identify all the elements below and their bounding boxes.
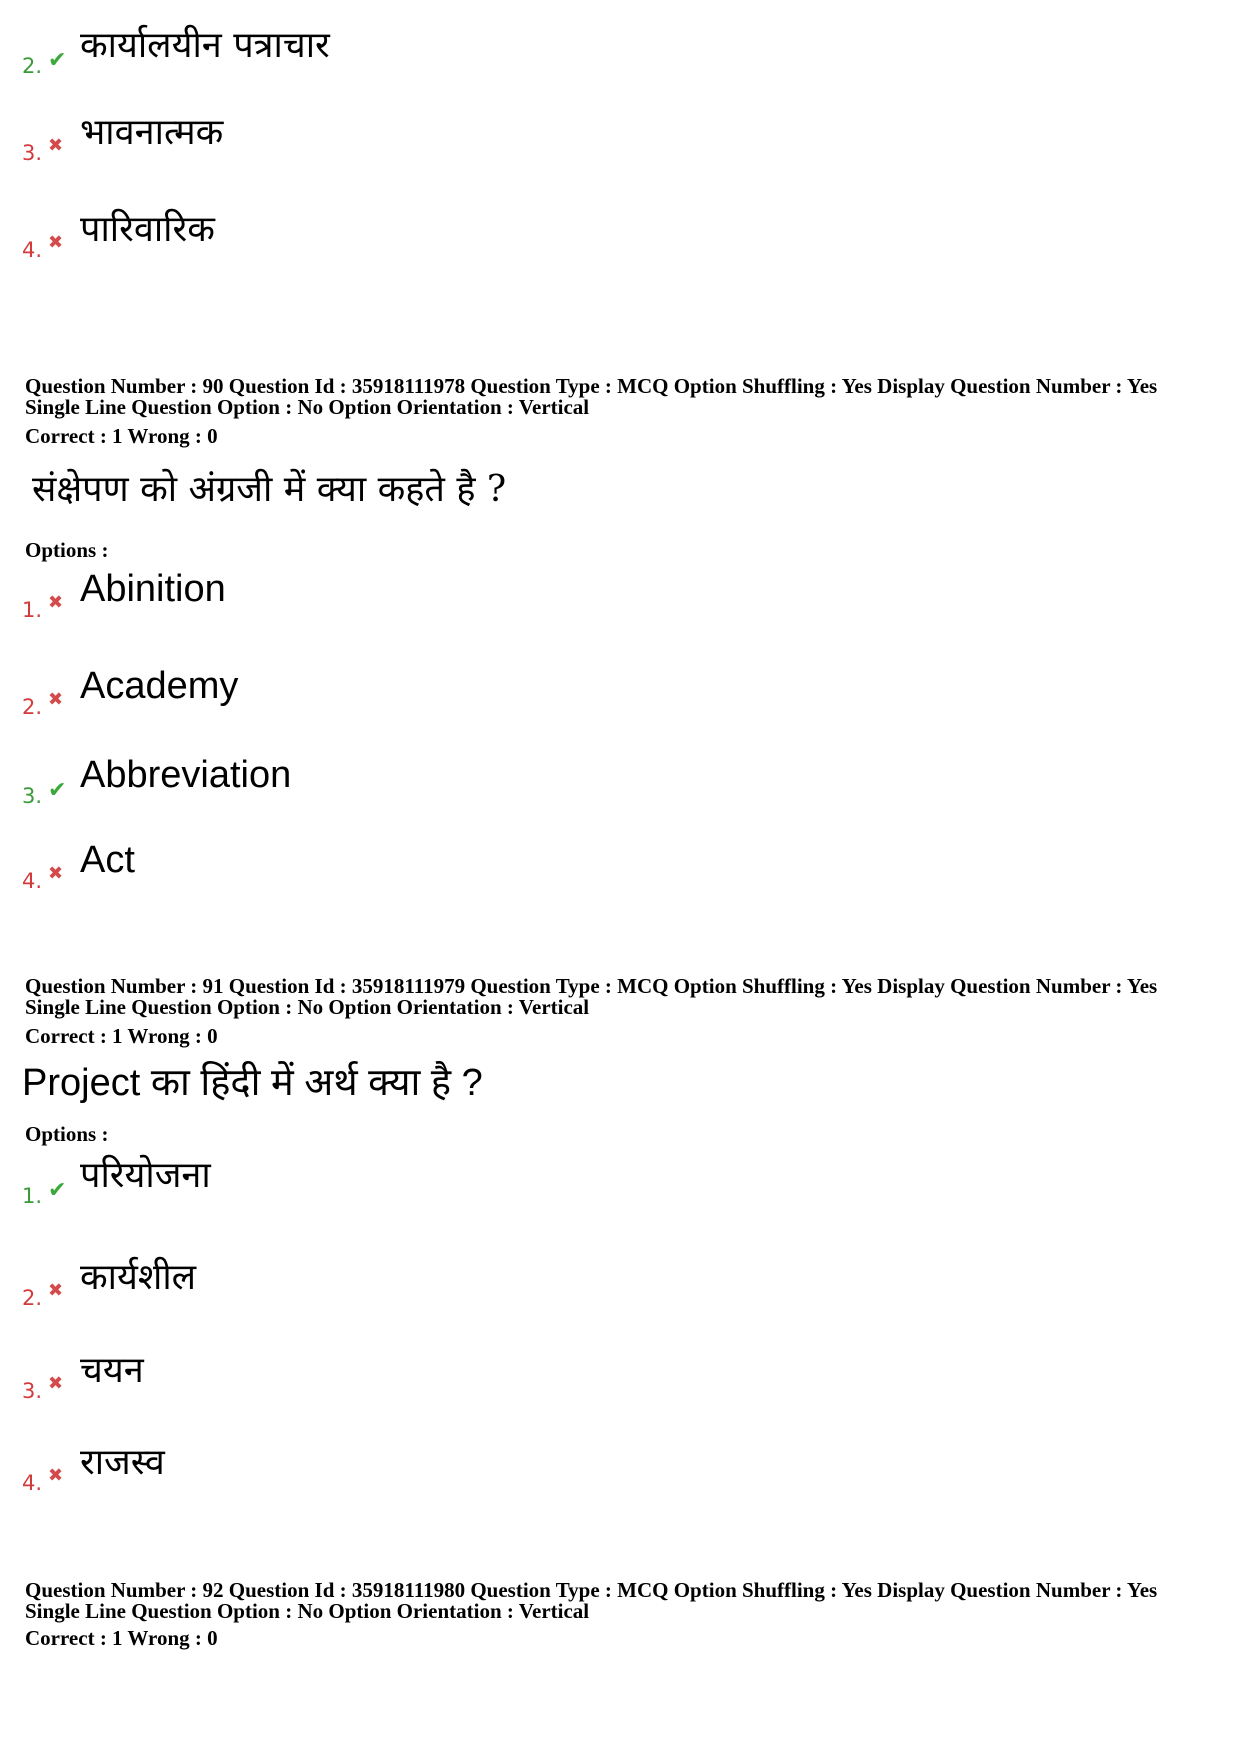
option-number: 3. xyxy=(22,1379,43,1403)
question-meta-line1: Question Number : 90 Question Id : 35918111978 Question Type : MCQ Option Shuffling : Yes Display Question Number : Yes xyxy=(25,374,1158,398)
cross-icon: ✖ xyxy=(48,232,64,253)
option-text: Abinition xyxy=(80,568,226,610)
option-item xyxy=(22,112,224,165)
option-item xyxy=(22,1442,165,1495)
option-item xyxy=(22,756,291,808)
question-meta-line1: Question Number : 92 Question Id : 35918111980 Question Type : MCQ Option Shuffling : Yes Display Question Number : Yes xyxy=(25,1578,1158,1602)
question-marks: Correct : 1 Wrong : 0 xyxy=(25,1626,218,1650)
question-marks: Correct : 1 Wrong : 0 xyxy=(25,424,218,448)
option-number: 2. xyxy=(22,1286,43,1310)
option-text: Academy xyxy=(80,665,239,707)
check-icon: ✔ xyxy=(48,1178,67,1203)
cross-icon: ✖ xyxy=(48,1280,64,1301)
option-item xyxy=(22,570,226,622)
option-text: पारिवारिक xyxy=(80,209,215,250)
option-text: राजस्व xyxy=(80,1442,165,1483)
question-meta-line2: Single Line Question Option : No Option Orientation : Vertical xyxy=(25,1599,590,1623)
cross-icon: ✖ xyxy=(48,592,64,613)
question-meta-line1: Question Number : 91 Question Id : 35918111979 Question Type : MCQ Option Shuffling : Yes Display Question Number : Yes xyxy=(25,974,1158,998)
options-label: Options : xyxy=(25,1122,109,1146)
cross-icon: ✖ xyxy=(48,1373,64,1394)
option-text: कार्यशील xyxy=(80,1257,197,1298)
check-icon: ✔ xyxy=(48,778,67,803)
cross-icon: ✖ xyxy=(48,689,64,710)
question-text: संक्षेपण को अंग्रजी में क्या कहते है ? xyxy=(32,469,507,510)
option-number: 4. xyxy=(22,238,43,262)
option-text: परियोजना xyxy=(80,1155,211,1196)
option-item xyxy=(22,1155,211,1208)
option-text: कार्यालयीन पत्राचार xyxy=(80,25,330,66)
option-item xyxy=(22,1257,197,1310)
option-text: भावनात्मक xyxy=(80,112,224,153)
options-label: Options : xyxy=(25,538,109,562)
option-item xyxy=(22,209,215,262)
option-text: Abbreviation xyxy=(80,754,292,796)
option-number: 1. xyxy=(22,598,43,622)
option-number: 2. xyxy=(22,54,43,78)
question-marks: Correct : 1 Wrong : 0 xyxy=(25,1024,218,1048)
question-meta-line2: Single Line Question Option : No Option Orientation : Vertical xyxy=(25,995,590,1019)
cross-icon: ✖ xyxy=(48,135,64,156)
check-icon: ✔ xyxy=(48,48,67,73)
option-number: 4. xyxy=(22,869,43,893)
option-number: 3. xyxy=(22,784,43,808)
cross-icon: ✖ xyxy=(48,1465,64,1486)
option-number: 1. xyxy=(22,1184,43,1208)
question-text: Project का हिंदी में अर्थ क्या है ? xyxy=(22,1062,483,1104)
option-number: 2. xyxy=(22,695,43,719)
option-number: 4. xyxy=(22,1471,43,1495)
option-text: चयन xyxy=(80,1350,144,1391)
option-item xyxy=(22,25,330,78)
cross-icon: ✖ xyxy=(48,863,64,884)
option-number: 3. xyxy=(22,141,43,165)
question-meta-line2: Single Line Question Option : No Option Orientation : Vertical xyxy=(25,395,590,419)
option-text: Act xyxy=(80,839,135,881)
option-item xyxy=(22,667,238,719)
option-item xyxy=(22,1350,144,1403)
option-item xyxy=(22,841,135,893)
